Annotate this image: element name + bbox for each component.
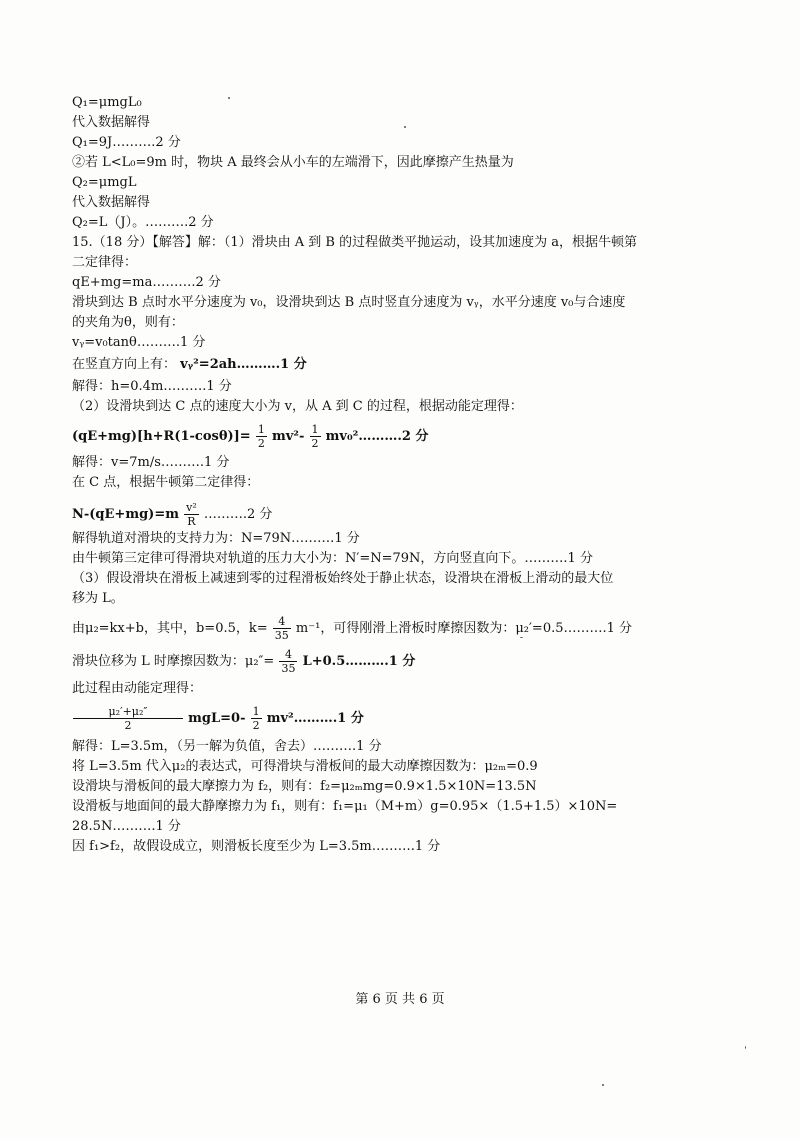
text-line: 28.5N……….1 分 xyxy=(72,819,181,834)
formula: mgL=0- xyxy=(188,711,246,726)
fraction-denominator: 35 xyxy=(281,662,296,675)
scan-speck xyxy=(745,1046,746,1049)
text-line: 在 C 点，根据牛顿第二定律得： xyxy=(72,475,260,490)
page-footer: 第 6 页 共 6 页 xyxy=(355,992,445,1007)
scan-speck xyxy=(602,1084,604,1086)
text-line: 将 L=3.5m 代入μ₂的表达式，可得滑块与滑板间的最大动摩擦因数为：μ₂ₘ=0.9 xyxy=(72,759,538,774)
text-line: 移为 L。 xyxy=(72,591,124,606)
fraction-denominator: R xyxy=(187,515,196,528)
equation-line xyxy=(72,501,272,528)
scan-speck xyxy=(520,637,523,638)
fraction-denominator: 2 xyxy=(311,437,319,450)
text-line: vᵧ=v₀tanθ……….1 分 xyxy=(72,335,206,350)
fraction-numerator: μ₂′+μ₂″ xyxy=(73,705,183,719)
text-line: 代入数据解得 xyxy=(72,195,151,210)
problem-15-heading: 15.（18 分）【解答】解：（1）滑块由 A 到 B 的过程做类平抛运动，设其加速度为 a，根据牛顿第 xyxy=(72,235,637,250)
fraction xyxy=(273,615,291,642)
formula: mv²……….1 分 xyxy=(266,711,364,726)
formula: L+0.5……….1 分 xyxy=(302,654,416,669)
formula: vᵧ²=2ah……….1 分 xyxy=(180,357,307,372)
scan-speck xyxy=(228,97,230,99)
equation-line xyxy=(72,648,415,675)
text-line: 解得：v=7m/s……….1 分 xyxy=(72,455,230,470)
fraction-denominator: 35 xyxy=(274,629,289,642)
text-line: qE+mg=ma……….2 分 xyxy=(72,275,221,290)
text-line: 设滑板与地面间的最大静摩擦力为 f₁，则有：f₁=μ₁（M+m）g=0.95×（1.5+1.5）×10N= xyxy=(72,799,618,814)
text-line: 设滑块与滑板间的最大摩擦力为 f₂，则有：f₂=μ₂ₘmg=0.9×1.5×10N=13.5N xyxy=(72,779,537,794)
fraction-numerator: v² xyxy=(186,501,197,514)
formula: mv²- xyxy=(271,429,305,444)
equation-line xyxy=(72,423,428,450)
fraction xyxy=(310,423,321,450)
text-line: （2）设滑块到达 C 点的速度大小为 v，从 A 到 C 的过程，根据动能定理得： xyxy=(72,399,523,414)
text-segment: 在竖直方向上有： xyxy=(72,357,177,372)
equation-line xyxy=(72,705,364,732)
formula: (qE+mg)[h+R(1-cosθ)]= xyxy=(72,429,251,444)
fraction xyxy=(184,501,199,528)
fraction xyxy=(251,705,262,732)
text-line: 由牛顿第三定律可得滑块对轨道的压力大小为：N′=N=79N，方向竖直向下。……….1 分 xyxy=(72,551,593,566)
fraction-numerator: 4 xyxy=(279,648,297,662)
text-line: 二定律得： xyxy=(72,255,138,270)
equation-line xyxy=(72,615,632,642)
text-segment: 滑块位移为 L 时摩擦因数为：μ₂″= xyxy=(72,654,275,669)
text-line: Q₂=μmgL xyxy=(72,175,137,190)
text-line: 代入数据解得 xyxy=(72,115,151,130)
equation-line xyxy=(72,355,307,375)
text-line: 因 f₁>f₂，故假设成立，则滑板长度至少为 L=3.5m……….1 分 xyxy=(72,839,441,854)
text-line: 的夹角为θ，则有： xyxy=(72,315,184,330)
text-line: 解得：L=3.5m，（另一解为负值，舍去）……….1 分 xyxy=(72,739,382,754)
text-segment: m⁻¹，可得刚滑上滑板时摩擦因数为：μ₂′=0.5……….1 分 xyxy=(295,621,633,636)
fraction xyxy=(73,705,183,732)
text-line: 此过程由动能定理得： xyxy=(72,681,203,696)
fraction-numerator: 1 xyxy=(257,423,265,436)
text-segment: ……….2 分 xyxy=(203,507,273,522)
fraction-denominator: 2 xyxy=(124,719,132,732)
scan-speck xyxy=(404,126,406,128)
fraction-numerator: 4 xyxy=(273,615,291,629)
text-line: Q₂=L（J）。……….2 分 xyxy=(72,215,214,230)
fraction xyxy=(256,423,267,450)
text-line: （3）假设滑块在滑板上减速到零的过程滑板始终处于静止状态，设滑块在滑板上滑动的最大位 xyxy=(72,571,614,586)
formula: mv₀²……….2 分 xyxy=(325,429,429,444)
fraction xyxy=(279,648,297,675)
fraction-denominator: 2 xyxy=(252,719,260,732)
text-line: ②若 L<L₀=9m 时，物块 A 最终会从小车的左端滑下，因此摩擦产生热量为 xyxy=(72,155,514,170)
text-line: 解得：h=0.4m……….1 分 xyxy=(72,379,232,394)
text-segment: 由μ₂=kx+b，其中，b=0.5，k= xyxy=(72,621,268,636)
text-line: Q₁=μmgL₀ xyxy=(72,95,142,110)
formula: N-(qE+mg)=m xyxy=(72,507,179,522)
text-line: Q₁=9J……….2 分 xyxy=(72,135,181,150)
text-line: 解得轨道对滑块的支持力为：N=79N……….1 分 xyxy=(72,531,360,546)
fraction-denominator: 2 xyxy=(257,437,265,450)
text-line: 滑块到达 B 点时水平分速度为 v₀，设滑块到达 B 点时竖直分速度为 vᵧ，水平分速度 v₀与合速度 xyxy=(72,295,626,310)
fraction-numerator: 1 xyxy=(311,423,319,436)
fraction-numerator: 1 xyxy=(252,705,260,718)
